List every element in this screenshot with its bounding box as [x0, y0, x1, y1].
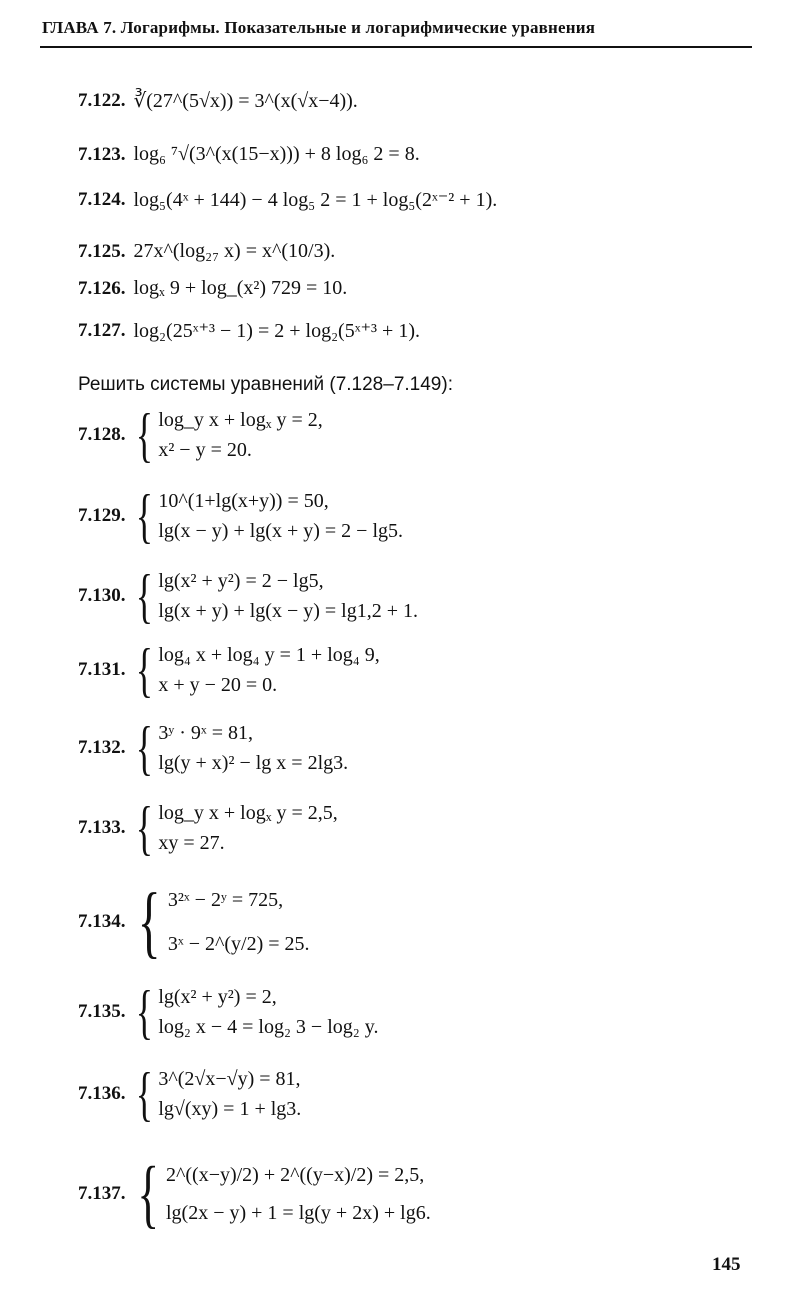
- system-line: x + y − 20 = 0.: [158, 674, 278, 696]
- problem-7-123: [78, 143, 420, 166]
- system-line: lg(2x − y) + 1 = lg(y + 2x) + lg6.: [165, 1202, 431, 1224]
- problem-7-124: [78, 187, 497, 212]
- system-equations: [158, 408, 322, 462]
- system-line: log₄ x + log₄ y = 1 + log₄ 9,: [158, 644, 380, 666]
- system-equations: [158, 489, 403, 543]
- system-equations: [158, 721, 348, 775]
- system-line: 3^(2√x−√y) = 81,: [158, 1068, 301, 1090]
- problem-label: 7.128.: [78, 424, 126, 445]
- system-equations: [158, 801, 337, 855]
- system-brace: {: [135, 563, 153, 629]
- system-line: lg(x + y) + lg(x − y) = lg1,2 + 1.: [158, 600, 419, 622]
- system-7-128: [78, 402, 323, 468]
- system-equations: [166, 1163, 431, 1225]
- system-equations: [158, 569, 418, 623]
- problem-label: 7.131.: [78, 659, 126, 680]
- system-line: lg(x² + y²) = 2,: [158, 986, 277, 1008]
- problem-equation: log₅(4ˣ + 144) − 4 log₅ 2 = 1 + log₅(2ˣ⁻² + 1).: [133, 189, 498, 211]
- problem-label: 7.123.: [78, 143, 126, 165]
- system-line: 3ʸ · 9ˣ = 81,: [158, 722, 253, 744]
- problem-7-127: [78, 318, 420, 343]
- problem-equation: 27x^(log₂₇ x) = x^(10/3).: [133, 240, 336, 262]
- problem-label: 7.130.: [78, 585, 126, 606]
- system-brace: {: [137, 878, 161, 966]
- system-line: 2^((x−y)/2) + 2^((y−x)/2) = 2,5,: [165, 1164, 425, 1186]
- system-line: lg(x² + y²) = 2 − lg5,: [158, 570, 324, 592]
- chapter-title: Логарифмы. Показательные и логарифмические уравнения: [120, 18, 596, 37]
- system-7-133: [78, 795, 338, 861]
- system-line: lg(y + x)² − lg x = 2lg3.: [158, 752, 349, 774]
- problem-label: 7.122.: [78, 89, 126, 111]
- problem-label: 7.132.: [78, 737, 126, 758]
- system-line: lg(x − y) + lg(x + y) = 2 − lg5.: [158, 520, 404, 542]
- problem-label: 7.129.: [78, 505, 126, 526]
- problem-label: 7.127.: [78, 319, 126, 341]
- problem-equation: log₂(25ˣ⁺³ − 1) = 2 + log₂(5ˣ⁺³ + 1).: [133, 320, 420, 342]
- system-brace: {: [135, 402, 153, 468]
- running-header: [42, 18, 752, 38]
- problem-7-125: [78, 240, 335, 263]
- problem-equation: ∛(27^(5√x)) = 3^(x(√x−4)).: [133, 90, 358, 112]
- header-rule: [40, 46, 752, 48]
- system-equations: [168, 888, 310, 956]
- system-brace: {: [135, 1061, 153, 1127]
- system-brace: {: [135, 795, 153, 861]
- system-7-132: [78, 715, 349, 781]
- system-line: x² − y = 20.: [158, 439, 252, 461]
- system-line: log₂ x − 4 = log₂ 3 − log₂ y.: [158, 1016, 379, 1038]
- system-brace: {: [135, 637, 153, 703]
- system-line: xy = 27.: [158, 832, 225, 854]
- problem-label: 7.126.: [78, 277, 126, 299]
- system-line: 3²ˣ − 2ʸ = 725,: [167, 889, 284, 911]
- system-line: lg√(xy) = 1 + lg3.: [158, 1098, 302, 1120]
- system-line: 10^(1+lg(x+y)) = 50,: [158, 490, 329, 512]
- problem-label: 7.134.: [78, 911, 126, 932]
- system-7-131: [78, 637, 380, 703]
- system-brace: {: [135, 715, 153, 781]
- problem-label: 7.137.: [78, 1183, 126, 1204]
- system-equations: [158, 643, 379, 697]
- problem-label: 7.124.: [78, 188, 126, 210]
- system-7-129: [78, 483, 404, 549]
- section-intro: Решить системы уравнений (7.128–7.149):: [78, 374, 453, 395]
- system-equations: [158, 985, 378, 1039]
- system-line: log_y x + logₓ y = 2,: [158, 409, 323, 431]
- system-line: 3ˣ − 2^(y/2) = 25.: [167, 933, 310, 955]
- problem-7-122: [78, 88, 358, 113]
- system-line: log_y x + logₓ y = 2,5,: [158, 802, 338, 824]
- chapter-label: ГЛАВА 7.: [42, 18, 117, 37]
- problem-label: 7.125.: [78, 240, 126, 262]
- system-brace: {: [135, 483, 153, 549]
- system-brace: {: [135, 979, 153, 1045]
- problem-label: 7.136.: [78, 1083, 126, 1104]
- system-equations: [158, 1067, 301, 1121]
- problem-7-126: [78, 277, 347, 300]
- page-number: 145: [712, 1254, 741, 1275]
- system-7-130: [78, 563, 419, 629]
- system-7-135: [78, 979, 379, 1045]
- system-7-137: [78, 1152, 431, 1236]
- problem-label: 7.135.: [78, 1001, 126, 1022]
- system-brace: {: [136, 1152, 159, 1236]
- system-7-134: [78, 878, 310, 966]
- problem-equation: logₓ 9 + log_(x²) 729 = 10.: [133, 277, 348, 299]
- system-7-136: [78, 1061, 302, 1127]
- problem-label: 7.133.: [78, 817, 126, 838]
- problem-equation: log₆ ⁷√(3^(x(15−x))) + 8 log₆ 2 = 8.: [133, 143, 420, 165]
